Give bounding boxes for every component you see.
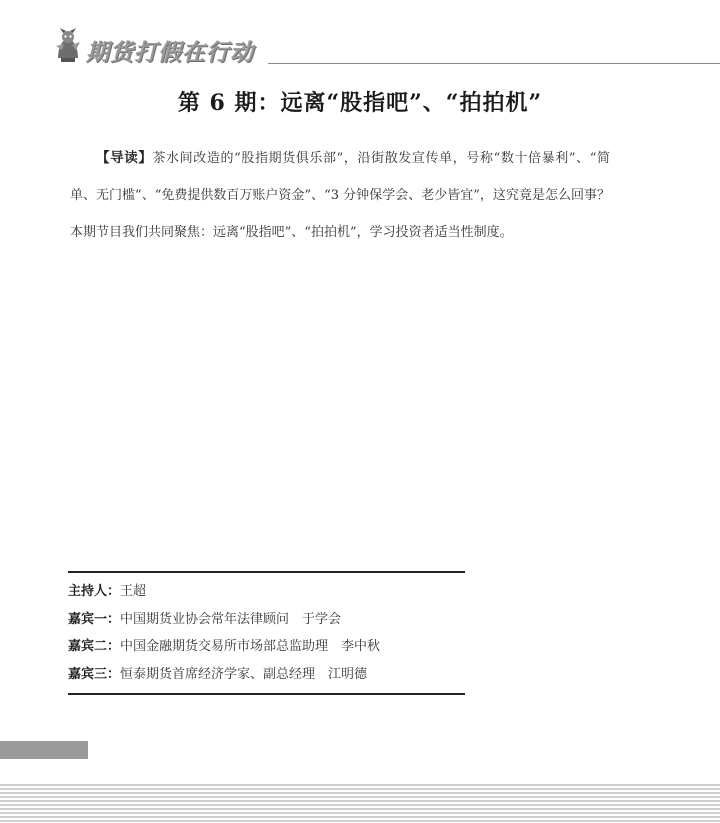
article-intro	[70, 140, 610, 251]
page-corner-block	[0, 741, 88, 759]
guest-role: 嘉宾二：	[68, 639, 121, 654]
guest-list	[68, 578, 488, 688]
guest-box-top-rule	[68, 571, 465, 573]
guest-info: 王超	[120, 584, 147, 599]
guest-info: 中国期货业协会常年法律顾问 于学会	[120, 611, 342, 627]
guest-role: 嘉宾三：	[68, 666, 121, 682]
guest-row-2	[68, 633, 488, 661]
guest-info: 恒泰期货首席经济学家、副总经理 江明德	[120, 666, 368, 682]
footer-stripes	[0, 782, 720, 823]
mascot-logo-icon	[52, 28, 84, 64]
guest-row-1	[68, 606, 488, 634]
article-title: 第 6 期：远离“股指吧”、“拍拍机”	[177, 90, 543, 116]
guest-row-host	[68, 578, 488, 606]
page-header	[52, 28, 720, 68]
section-title: 期货打假在行动	[86, 40, 254, 66]
guest-role: 主持人：	[68, 584, 121, 599]
guest-row-3	[68, 661, 488, 689]
header-divider	[268, 63, 720, 64]
guest-info: 中国金融期货交易所市场部总监助理 李中秋	[120, 639, 381, 654]
guest-box-bottom-rule	[68, 693, 465, 695]
guest-role: 嘉宾一：	[68, 611, 121, 627]
intro-text: 茶水间改造的“股指期货俱乐部”，沿街散发宣传单，号称“数十倍暴利”、“简单、无门槛”、“免费提供数百万账户资金”、“3 分钟保学会、老少皆宜”，这究竟是怎么回事？本期节目我们共同聚焦：远离“股指吧”、“拍拍机”，学习投资者适当性制度。	[70, 151, 610, 240]
intro-label: 【导读】	[96, 150, 153, 166]
